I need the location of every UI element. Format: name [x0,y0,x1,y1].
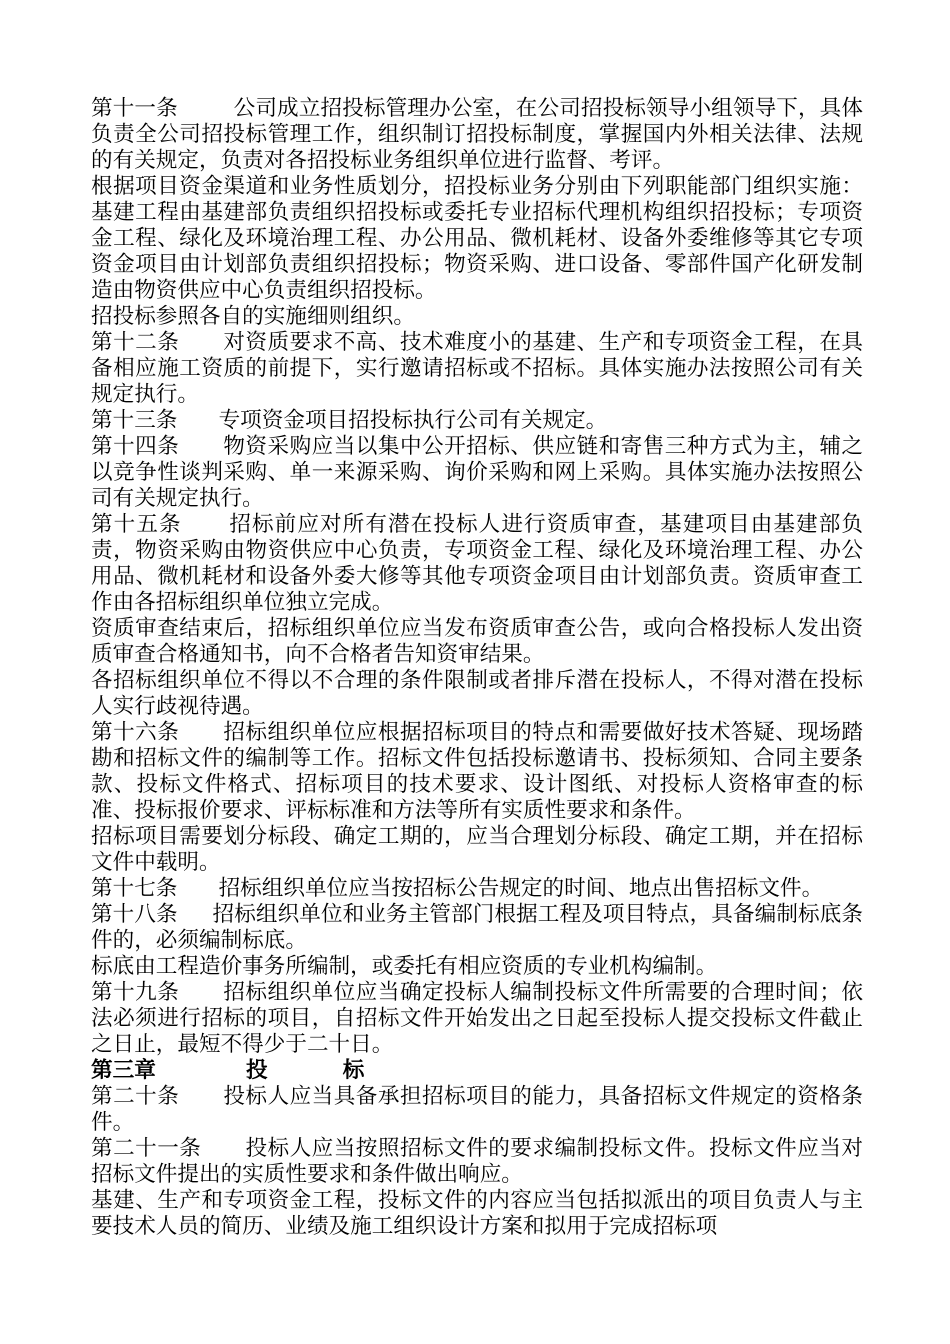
article-text: 招标前应对所有潜在投标人进行资质审查，基建项目由基建部负责，物资采购由物资供应中心负责，专项资金工程、绿化及环境治理工程、办公用品、微机耗材和设备外委大修等其他专项资金项目由计划部负责。资质审查工作由各招标组织单位独立完成。 [91,512,863,615]
article-number: 第十五条 [91,512,182,537]
article-number: 第十三条 [91,408,178,433]
article-text: 招标组织单位应根据招标项目的特点和需要做好技术答疑、现场踏勘和招标文件的编制等工作。招标文件包括投标邀请书、投标须知、合同主要条款、投标文件格式、招标项目的技术要求、设计图纸、对投标人资格审查的标准、投标报价要求、评标标准和方法等所有实质性要求和条件。 [91,720,863,823]
article-number: 第二十一条 [91,1136,202,1161]
article-number: 第十九条 [91,980,180,1005]
article-number: 第十一条 [91,96,178,121]
article-20 [91,1084,863,1136]
article-text: 招标组织单位应当确定投标人编制投标文件所需要的合理时间；依法必须进行招标的项目，自招标文件开始发出之日起至投标人提交投标文件截止之日止，最短不得少于二十日。 [91,980,863,1057]
article-text: 投标人应当按照招标文件的要求编制投标文件。投标文件应当对招标文件提出的实质性要求和条件做出响应。 [91,1136,863,1187]
article-16 [91,720,863,824]
article-text: 投标人应当具备承担招标项目的能力，具备招标文件规定的资格条件。 [91,1084,863,1135]
article-number: 第十二条 [91,330,180,355]
paragraph: 标底由工程造价事务所编制，或委托有相应资质的专业机构编制。 [91,954,718,979]
paragraph: 各招标组织单位不得以不合理的条件限制或者排斥潜在投标人，不得对潜在投标人实行歧视待遇。 [91,668,863,719]
article-12 [91,330,863,408]
article-text: 招标组织单位应当按招标公告规定的时间、地点出售招标文件。 [218,876,824,901]
article-14 [91,434,863,512]
article-number: 第十六条 [91,720,180,745]
article-19 [91,980,863,1058]
article-21 [91,1136,863,1188]
article-text: 对资质要求不高、技术难度小的基建、生产和专项资金工程，在具备相应施工资质的前提下，实行邀请招标或不招标。具体实施办法按照公司有关规定执行。 [91,330,863,407]
paragraph: 招投标参照各自的实施细则组织。 [91,304,415,329]
paragraph: 根据项目资金渠道和业务性质划分，招投标业务分别由下列职能部门组织实施：基建工程由基建部负责组织招投标或委托专业招标代理机构组织招投标；专项资金工程、绿化及环境治理工程、办公用品、微机耗材、设备外委维修等其它专项资金项目由计划部负责组织招投标；物资采购、进口设备、零部件国产化研发制造由物资供应中心负责组织招投标。 [91,174,863,303]
article-11 [91,96,863,174]
article-17 [91,876,863,902]
paragraph: 基建、生产和专项资金工程，投标文件的内容应当包括拟派出的项目负责人与主要技术人员的简历、业绩及施工组织设计方案和拟用于完成招标项 [91,1188,863,1239]
article-18 [91,902,863,954]
paragraph: 资质审查结束后，招标组织单位应当发布资质审查公告，或向合格投标人发出资质审查合格通知书，向不合格者告知资审结果。 [91,616,863,667]
document-page [91,96,863,1240]
article-text: 专项资金项目招投标执行公司有关规定。 [218,408,608,433]
article-number: 第十七条 [91,876,178,901]
article-number: 第二十条 [91,1084,180,1109]
article-text: 物资采购应当以集中公开招标、供应链和寄售三种方式为主，辅之以竞争性谈判采购、单一来源采购、询价采购和网上采购。具体实施办法按照公司有关规定执行。 [91,434,863,511]
article-number: 第十八条 [91,902,178,927]
chapter-heading: 第三章 投 标 [91,1058,365,1083]
article-13 [91,408,863,434]
article-number: 第十四条 [91,434,180,459]
article-text: 招标组织单位和业务主管部门根据工程及项目特点，具备编制标底条件的，必须编制标底。 [91,902,863,953]
article-15 [91,512,863,616]
paragraph: 招标项目需要划分标段、确定工期的，应当合理划分标段、确定工期，并在招标文件中载明。 [91,824,863,875]
article-text: 公司成立招投标管理办公室，在公司招投标领导小组领导下，具体负责全公司招投标管理工作，组织制订招投标制度，掌握国内外相关法律、法规的有关规定，负责对各招投标业务组织单位进行监督、考评。 [91,96,863,173]
